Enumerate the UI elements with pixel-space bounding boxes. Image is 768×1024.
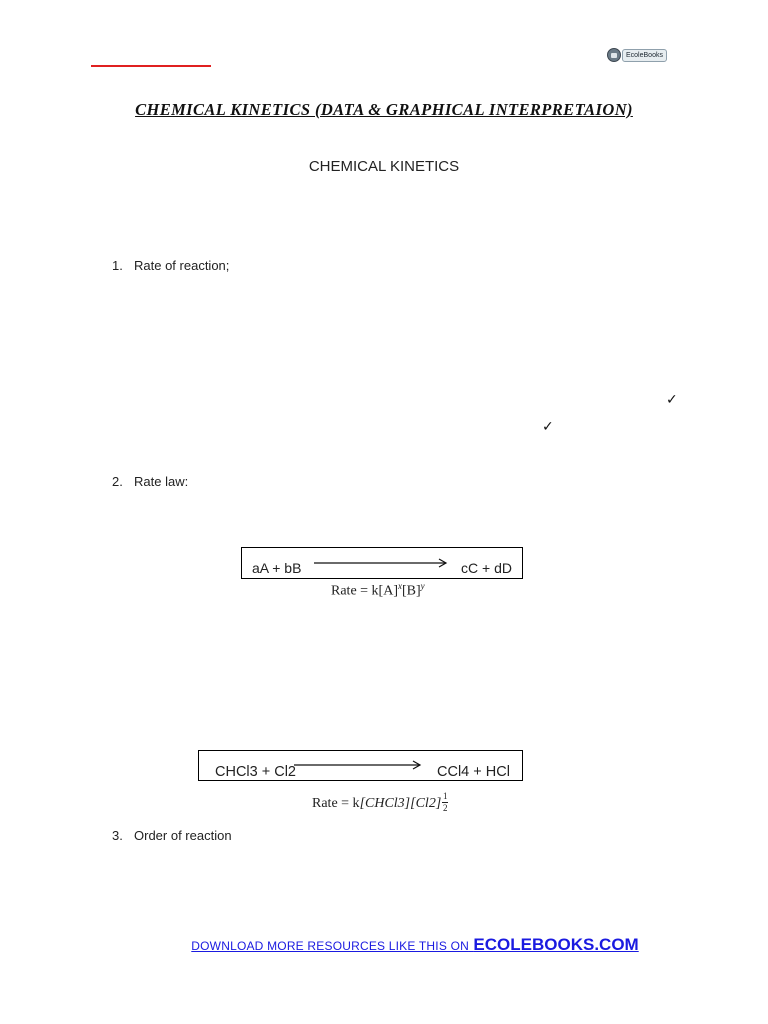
reaction-arrow-icon	[313, 557, 449, 569]
download-resources-link[interactable]	[191, 937, 638, 954]
rate-law-text: Rate = k	[312, 796, 360, 811]
reaction-arrow-icon	[293, 759, 423, 771]
list-item-label: Rate of reaction;	[134, 258, 230, 273]
list-item-number: 2.	[112, 474, 123, 489]
footer-site-name: ECOLEBOOKS.COM	[473, 935, 639, 954]
fraction-numerator: 1	[443, 791, 448, 801]
header-red-line	[91, 65, 211, 67]
exponent-fraction	[442, 792, 448, 813]
checkmark-icon: ✓	[542, 418, 554, 434]
rate-law-term: [CHCl3]	[359, 796, 411, 811]
rate-law-term: [Cl2]	[410, 796, 442, 811]
rate-law-general	[331, 581, 425, 600]
rate-law-text: Rate = k[A]	[331, 583, 398, 599]
rate-law-text: [B]	[402, 583, 421, 599]
equation-reactants: aA + bB	[252, 560, 302, 576]
equation-products: CCl4 + HCl	[437, 764, 510, 780]
document-title: CHEMICAL KINETICS (DATA & GRAPHICAL INTERPRETAION)	[135, 100, 633, 119]
footer	[0, 935, 768, 955]
list-item-rate-of-reaction	[112, 258, 229, 273]
list-item-number: 3.	[112, 828, 123, 843]
footer-small-text: DOWNLOAD MORE RESOURCES LIKE THIS ON	[191, 939, 469, 953]
exponent-y: y	[420, 581, 425, 591]
list-item-number: 1.	[112, 258, 123, 273]
exponent-x: x	[398, 581, 402, 591]
equation-products: cC + dD	[461, 560, 512, 576]
logo-text: EcoleBooks	[622, 49, 667, 62]
list-item-label: Rate law:	[134, 474, 189, 489]
equation-reactants: CHCl3 + Cl2	[215, 764, 296, 780]
book-icon	[607, 48, 621, 62]
fraction-denominator: 2	[443, 803, 448, 813]
ecolebooks-logo	[607, 47, 667, 63]
list-item-order-of-reaction	[112, 828, 232, 843]
section-heading: CHEMICAL KINETICS	[308, 158, 460, 175]
list-item-rate-law	[112, 474, 188, 489]
checkmark-icon: ✓	[666, 391, 678, 407]
rate-law-chloroform	[312, 792, 448, 813]
list-item-label: Order of reaction	[134, 828, 232, 843]
